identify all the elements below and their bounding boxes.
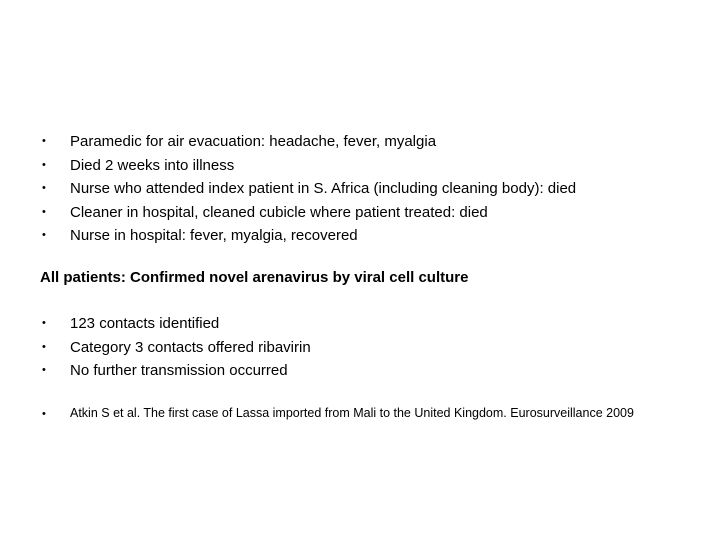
bullet-icon: • bbox=[42, 408, 46, 420]
contact-text: Category 3 contacts offered ribavirin bbox=[70, 338, 311, 356]
case-text: Died 2 weeks into illness bbox=[70, 156, 235, 174]
list-item bbox=[40, 201, 680, 225]
list-item bbox=[40, 405, 680, 422]
case-text: Nurse who attended index patient in S. Africa (including cleaning body): died bbox=[70, 180, 577, 197]
bullet-icon: • bbox=[42, 182, 46, 194]
bullet-icon: • bbox=[42, 317, 46, 329]
bullet-icon: • bbox=[42, 364, 46, 376]
list-item bbox=[40, 336, 680, 360]
reference-list bbox=[40, 405, 680, 422]
contact-text: 123 contacts identified bbox=[70, 315, 220, 332]
contact-text: No further transmission occurred bbox=[70, 362, 288, 379]
list-item bbox=[40, 312, 680, 336]
list-item bbox=[40, 224, 680, 248]
case-list bbox=[40, 130, 680, 248]
bullet-icon: • bbox=[42, 340, 46, 353]
case-text: Cleaner in hospital, cleaned cubicle where patient treated: died bbox=[70, 203, 488, 221]
reference-citation: Atkin S et al. The first case of Lassa imported from Mali to the United Kingdom. Eurosurveillance 2009 bbox=[70, 406, 634, 420]
bullet-icon: • bbox=[42, 158, 46, 171]
list-item bbox=[40, 359, 680, 383]
list-item bbox=[40, 154, 680, 178]
list-item bbox=[40, 177, 680, 201]
case-text: Paramedic for air evacuation: headache, fever, myalgia bbox=[70, 133, 437, 150]
case-text: Nurse in hospital: fever, myalgia, recovered bbox=[70, 227, 358, 244]
contacts-list bbox=[40, 312, 680, 383]
summary-heading: All patients: Confirmed novel arenavirus by viral cell culture bbox=[40, 269, 469, 286]
bullet-icon: • bbox=[42, 229, 46, 241]
list-item bbox=[40, 130, 680, 154]
bullet-icon: • bbox=[42, 135, 46, 147]
bullet-icon: • bbox=[42, 205, 46, 218]
